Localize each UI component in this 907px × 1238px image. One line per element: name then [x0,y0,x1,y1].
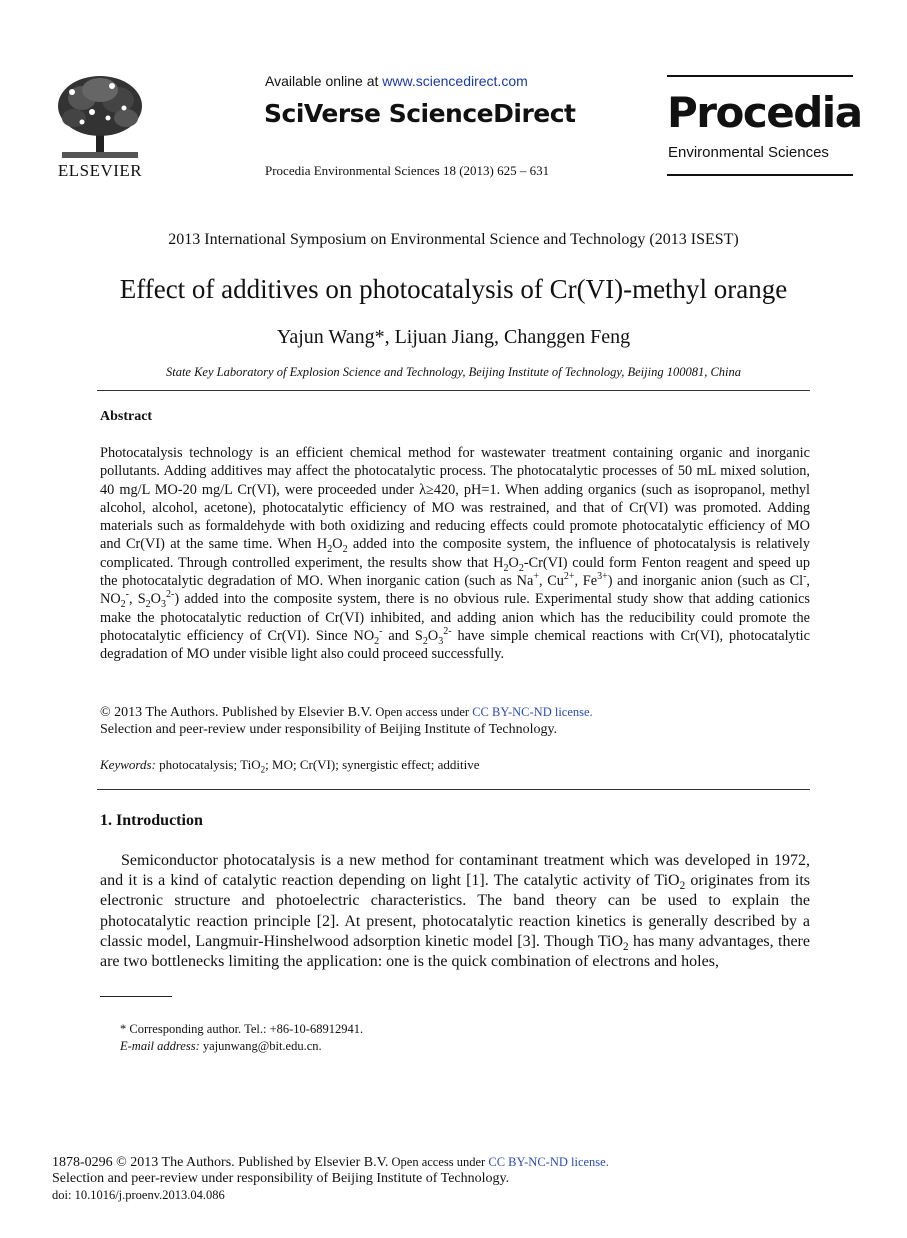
procedia-top-rule [667,75,853,77]
license-link[interactable]: CC BY-NC-ND license. [472,705,593,719]
peer-review-statement: Selection and peer-review under responsibility of Beijing Institute of Technology. [100,722,558,737]
divider-top [97,390,810,391]
available-online [265,73,528,89]
keywords: Keywords: photocatalysis; TiO$_2$; MO; Cr(VI); synergistic effect; additive [100,757,480,775]
article-title: Effect of additives on photocatalysis of Cr(VI)-methyl orange [119,274,788,304]
journal-reference: Procedia Environmental Sciences 18 (2013) 625 – 631 [265,163,550,178]
procedia-logo [667,75,862,177]
page-footer: 1878-0296 © 2013 The Authors. Published by Elsevier B.V. Open access under CC BY-NC-ND license. Selection and peer-review under responsibility of Beijing Institute of Technology. doi: 10.1016/j.proenv.2013.04.086 [52,1155,609,1202]
divider-bottom [97,789,810,790]
available-online-label: Available online at [265,73,383,89]
author-list: Yajun Wang*, Lijuan Jiang, Changgen Feng [276,326,631,348]
email-label: E-mail address: [120,1039,200,1053]
procedia-title: Procedia [667,88,862,137]
doi[interactable]: doi: 10.1016/j.proenv.2013.04.086 [52,1188,225,1202]
footnote-rule [100,996,172,997]
keywords-label: Keywords: [100,757,156,772]
issn-copyright: 1878-0296 © 2013 The Authors. Published by Elsevier B.V. [52,1155,389,1170]
abstract-text: Photocatalysis technology is an efficient chemical method for wastewater treatment containing organic and inorganic pollutants. Adding additives may affect the photocatalytic process. The photocatalytic processes of 50 mL mixed solution, 40 mg/L MO-20 mg/L Cr(VI), were proceeded under λ≥420, pH=1. When adding organics (such as isopropanol, methyl alcohol, alcohol, acetone), photocatalytic efficiency of MO was restrained, and that of Cr(VI) was promoted. Adding materials such as formaldehyde with both oxidizing and reducing effects could promote photocatalytic efficiency of MO and Cr(VI) at the same time. When $H_2O_2$ added into the composite system, the influence of photocatalysis is relatively complicated. Through controlled experiment, the results show that $H_2O_2-Cr(VI)$ could form Fenton reagent and speed up the photocatalytic degradation of MO. When inorganic cation (such as Na+, $Cu^{2+}$, $Fe^{3+}$) and inorganic anion (such as Cl-, $NO_2^-$, $S_2O_3^{2-}$) added into the composite system, there is no obvious rule. Experimental study show that adding cationics make the photocatalytic reduction of Cr(VI) inhibited, and adding anion which has the reducibility could promote the photocatalytic efficiency of Cr(VI). Since $NO_2^-$ and $S_2O_3^{2-}$ have simple chemical reactions with Cr(VI), photocatalytic degradation of MO under visible light also could proceed successfully. [100,445,811,663]
elsevier-tree-icon [52,72,148,182]
procedia-subtitle: Environmental Sciences [668,144,829,161]
affiliation: State Key Laboratory of Explosion Science and Technology, Beijing Institute of Technology, Beijing 100081, China [165,365,742,379]
abstract-heading: Abstract [100,409,153,424]
email-address[interactable]: yajunwang@bit.edu.cn. [199,1039,322,1053]
introduction-text: Semiconductor photocatalysis is a new method for contaminant treatment which was developed in 1972, and it is a kind of catalytic reaction depending on light [1]. The catalytic activity of TiO$_2$ originates from its electronic structure and photoelectric characteristics. The band theory can be used to explain the photocatalytic reaction principle [2]. At present, photocatalytic reaction kinetics is generally described by a classic model, Langmuir-Hinshelwood adsorption kinetic model [3]. Though TiO$_2$ has many advantages, there are two bottlenecks limiting the application: one is the quick combination of electrons and holes, [100,852,811,971]
sciencedirect-link[interactable]: www.sciencedirect.com [382,73,528,89]
footer-peer-review: Selection and peer-review under responsibility of Beijing Institute of Technology. [52,1171,510,1186]
elsevier-wordmark: ELSEVIER [57,161,143,180]
copyright-notice: © 2013 The Authors. Published by Elsevier B.V. Open access under CC BY-NC-ND license. Selection and peer-review under responsibility of Beijing Institute of Technology. [100,705,593,737]
platform-logo: SciVerse ScienceDirect [264,99,576,128]
corresponding-author: * Corresponding author. Tel.: +86-10-68912941. [120,1022,364,1036]
section-heading-introduction: 1. Introduction [100,812,203,829]
elsevier-logo [52,72,148,182]
procedia-bottom-rule [667,174,853,176]
footer-license-link[interactable]: CC BY-NC-ND license. [488,1155,609,1169]
conference-name: 2013 International Symposium on Environmental Science and Technology (2013 ISEST) [168,231,739,248]
footnote [120,1021,363,1055]
